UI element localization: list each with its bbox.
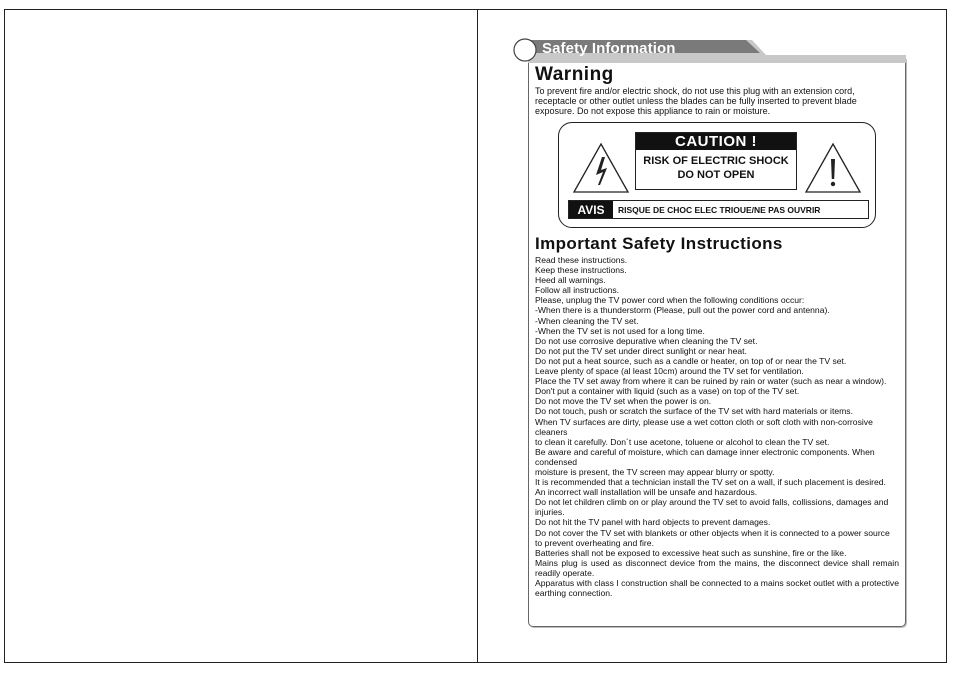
list-item: moisture is present, the TV screen may appear blurry or spotty. bbox=[535, 466, 775, 477]
list-item: It is recommended that a technician install the TV set on a wall, if such placement is desired. bbox=[535, 477, 886, 488]
list-item: Please, unplug the TV power cord when the following conditions occur: bbox=[535, 295, 805, 306]
instructions-list bbox=[535, 255, 899, 598]
page-divider bbox=[477, 9, 478, 663]
list-item: Do not let children climb on or play around the TV set to avoid falls, collissions, damages and injuries. bbox=[535, 497, 889, 518]
list-item: -When cleaning the TV set. bbox=[535, 315, 639, 326]
list-item: Do not put the TV set under direct sunlight or near heat. bbox=[535, 345, 747, 356]
list-item: Apparatus with class I construction shall be connected to a mains socket outlet with a protective earthing connection. bbox=[535, 578, 899, 599]
list-item: Don't put a container with liquid (such as a vase) on top of the TV set. bbox=[535, 386, 800, 397]
list-item: An incorrect wall installation will be unsafe and hazardous. bbox=[535, 487, 758, 498]
list-item: -When there is a thunderstorm (Please, pull out the power cord and antenna). bbox=[535, 305, 830, 316]
caution-sign bbox=[635, 132, 797, 190]
list-item: Place the TV set away from where it can be ruined by rain or water (such as near a window). bbox=[535, 376, 887, 387]
list-item: Keep these instructions. bbox=[535, 265, 627, 276]
caution-line-1: RISK OF ELECTRIC SHOCK bbox=[643, 155, 789, 167]
caution-line-2: DO NOT OPEN bbox=[677, 169, 755, 181]
caution-heading: CAUTION ! bbox=[636, 133, 796, 150]
list-item: Be aware and careful of moisture, which can damage inner electronic components. When condensed bbox=[535, 446, 875, 467]
list-item: Heed all warnings. bbox=[535, 275, 606, 286]
avis-text: RISQUE DE CHOC ELEC TRIOUE/NE PAS OUVRIR bbox=[618, 204, 821, 215]
list-item: -When the TV set is not used for a long time. bbox=[535, 325, 705, 336]
exclamation-warning-icon bbox=[804, 142, 862, 194]
list-item: Do not use corrosive depurative when cleaning the TV set. bbox=[535, 335, 758, 346]
list-item: Do not touch, push or scratch the surface of the TV set with hard materials or items. bbox=[535, 406, 853, 417]
warning-heading: Warning bbox=[535, 64, 614, 85]
list-item: Do not hit the TV panel with hard objects to prevent damages. bbox=[535, 517, 771, 528]
list-item: to clean it carefully. Don´t use acetone, toluene or alcohol to clean the TV set. bbox=[535, 436, 830, 447]
list-item: Leave plenty of space (al least 10cm) around the TV set for ventilation. bbox=[535, 366, 804, 377]
lightning-warning-icon bbox=[572, 142, 630, 194]
list-item: Mains plug is used as disconnect device from the mains, the disconnect device shall remain readily operate. bbox=[535, 557, 899, 578]
instructions-heading: Important Safety Instructions bbox=[535, 234, 783, 253]
avis-strip bbox=[568, 200, 869, 219]
warning-text: To prevent fire and/or electric shock, do not use this plug with an extension cord, receptacle or other outlet unless the blades can be fully inserted to prevent blade exposure. Do not expose this appliance to rain or moisture. bbox=[535, 86, 857, 117]
list-item: Do not cover the TV set with blankets or other objects when it is connected to a power source to prevent overheating and fire. bbox=[535, 527, 890, 548]
list-item: When TV surfaces are dirty, please use a wet cotton cloth or soft cloth with non-corrosive cleaners bbox=[535, 416, 873, 437]
list-item: Read these instructions. bbox=[535, 255, 628, 265]
avis-label: AVIS bbox=[569, 201, 613, 218]
list-item: Follow all instructions. bbox=[535, 285, 620, 296]
list-item: Do not move the TV set when the power is on. bbox=[535, 396, 712, 407]
list-item: Do not put a heat source, such as a candle or heater, on top of or near the TV set. bbox=[535, 355, 847, 366]
section-title: Safety Information bbox=[542, 40, 676, 57]
list-item: Batteries shall not be exposed to excessive heat such as sunshine, fire or the like. bbox=[535, 547, 847, 558]
header-circle-icon bbox=[514, 39, 536, 61]
